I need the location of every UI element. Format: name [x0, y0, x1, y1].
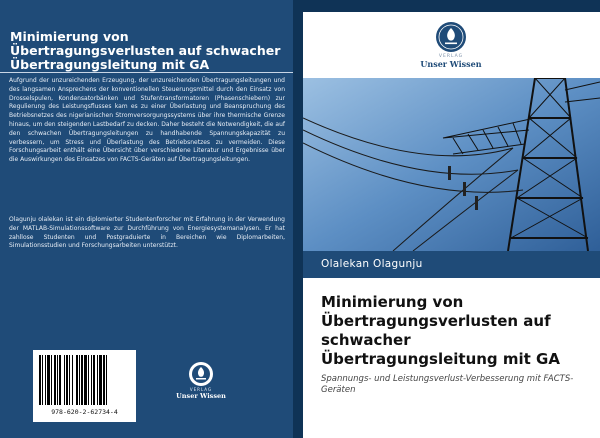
barcode-bar: [64, 355, 65, 405]
author-bio: Olagunju olalekan ist ein diplomierter Studentenforscher mit Erfahrung in der Verwendung der MATLAB-Simulationssoftware zur Durchführung von Energiesystemanalysen. Er hat zahllose Studenten und Postgraduierte in Bereichen wie Diplomarbeiten, Simulationsstudien und Forschungsarbeiten unterstützt.: [9, 216, 285, 250]
author-name: Olalekan Olagunju: [321, 258, 423, 270]
barcode-bar: [91, 355, 92, 405]
barcode-bar: [81, 355, 83, 405]
publisher-emblem-icon: [436, 22, 466, 52]
barcode-bar: [103, 355, 105, 405]
barcode-bar: [42, 355, 43, 405]
publisher-logo-back: [175, 362, 227, 400]
author-band: [303, 251, 600, 278]
front-cover: [303, 0, 600, 438]
back-cover-title: Minimierung von Übertragungsverlusten auf schwacher Übertragungsleitung mit GA: [10, 29, 281, 72]
publisher-name: Unser Wissen: [420, 59, 482, 69]
barcode-bar: [106, 355, 107, 405]
barcode-bar: [57, 355, 58, 405]
barcode-bar: [59, 355, 61, 405]
barcode-bar: [66, 355, 68, 405]
barcode-bar: [54, 355, 56, 405]
barcode-bar: [93, 355, 95, 405]
barcode-bar: [79, 355, 80, 405]
barcode-bar: [97, 355, 98, 405]
barcode-bar: [99, 355, 102, 405]
barcode-bar: [45, 355, 46, 405]
publisher-name: Unser Wissen: [176, 392, 226, 400]
publisher-verlag-label: VERLAG: [189, 387, 213, 392]
barcode-bar: [47, 355, 50, 405]
publisher-logo-front: [411, 22, 491, 69]
barcode-image: [39, 355, 130, 405]
back-cover: [0, 0, 293, 438]
cover-photo-power-pylon: [303, 78, 600, 251]
barcode-bar: [72, 355, 73, 405]
publisher-verlag-label: VERLAG: [438, 54, 464, 59]
front-cover-title: Minimierung von Übertragungsverlusten auf schwacher Übertragungsleitung mit GA: [321, 293, 560, 368]
publisher-emblem-icon: [189, 362, 213, 386]
front-top-band: [303, 0, 600, 12]
barcode-bar: [88, 355, 89, 405]
front-cover-subtitle: Spannungs- und Leistungsverlust-Verbesserung mit FACTS-Geräten: [321, 374, 574, 395]
barcode-bar: [76, 355, 78, 405]
barcode-area: [33, 350, 136, 422]
barcode-bar: [39, 355, 41, 405]
barcode-bar: [84, 355, 87, 405]
barcode-bar: [69, 355, 70, 405]
isbn-number: 978-620-2-62734-4: [51, 408, 118, 416]
divider: [0, 72, 293, 73]
book-spine: [293, 0, 303, 438]
barcode-bar: [51, 355, 52, 405]
book-description: Aufgrund der unzureichenden Erzeugung, der unzureichenden Übertragungsleitungen und des langsamen Ansprechens der konventionellen Steuerungsmittel durch den Einsatz von Drosselspulen, Kondensatorbänken und Stufentransformatoren (Phasenschiebern) zur Regulierung des Leistungsflusses kam es zu einer Überlastung und Beanspruchung des Betriebsnetzes des nigerianischen Stromversorgungssystems über ihre thermische Grenze hinaus, um den steigenden Lastbedarf zu decken. Daher besteht die Notwendigkeit, die auf den schwachen Übertragungsleitungen zu handhabende Spannungskapazität zu verbessern, um Stress und Überlastung des Betriebsnetzes zu vermeiden. Diese Forschungsarbeit enthält eine Übersicht über verschiedene Literatur und Ergebnisse über die Auswirkungen des Einsatzes von FACTS-Geräten auf Übertragungsleitungen.: [9, 77, 285, 164]
